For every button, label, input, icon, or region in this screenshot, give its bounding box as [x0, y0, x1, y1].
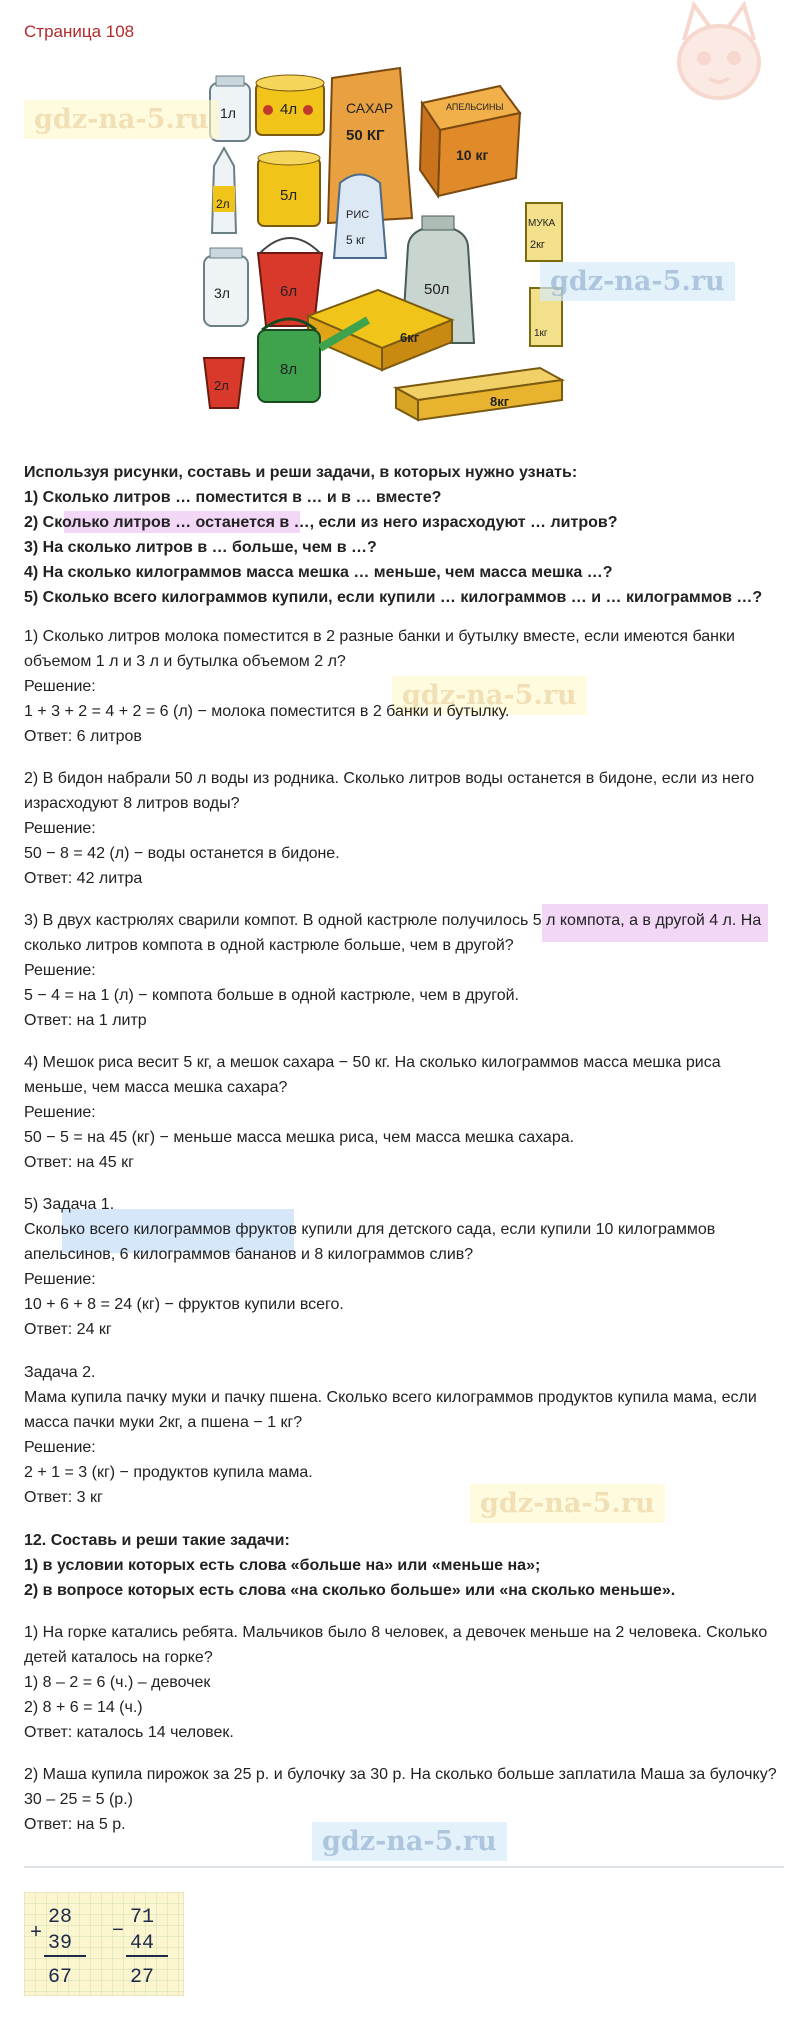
box-8kg-icon: [396, 368, 562, 420]
add-a: 28: [48, 1906, 73, 1929]
label-can50: 50л: [424, 281, 450, 298]
solution-line: 5) Задача 1.: [24, 1196, 115, 1213]
label-jar1: 1л: [220, 105, 236, 121]
solution-line: Решение:: [24, 1271, 96, 1288]
sub-sign: −: [112, 1920, 125, 1943]
label-box8: 8кг: [490, 394, 510, 409]
label-sack: САХАР: [346, 100, 394, 116]
task-intro-item: 5) Сколько всего килограммов купили, если купили … килограммов … и … килограммов …?: [24, 589, 763, 606]
solution-line: Решение:: [24, 678, 96, 695]
containers-illustration: [200, 58, 600, 442]
watermark: gdz-na-5.ru: [24, 100, 219, 139]
solution-line: Ответ: на 1 литр: [24, 1012, 147, 1029]
oranges-box-icon: [420, 86, 520, 196]
sub-result: 27: [130, 1966, 155, 1989]
column-calculations: [24, 1892, 184, 1996]
add-sign: +: [30, 1922, 43, 1945]
solution-line: 4) Мешок риса весит 5 кг, а мешок сахара − 50 кг. На сколько килограммов масса мешка риса: [24, 1054, 721, 1071]
solution-line: 1) 8 – 2 = 6 (ч.) – девочек: [24, 1674, 211, 1691]
solution-line: Решение:: [24, 820, 96, 837]
divider: [24, 1866, 784, 1868]
solution-line: объемом 1 л и 3 л и бутылка объемом 2 л?: [24, 653, 346, 670]
watermark: gdz-na-5.ru: [540, 262, 735, 301]
add-b: 39: [48, 1932, 73, 1955]
task-intro: [24, 460, 784, 610]
solution-1: [24, 624, 784, 749]
solution-line: 1 + 3 + 2 = 4 + 2 = 6 (л) − молока поместится в 2 банки и бутылку.: [24, 703, 510, 720]
solution-line: 2) 8 + 6 = 14 (ч.): [24, 1699, 143, 1716]
watermark: gdz-na-5.ru: [312, 1822, 507, 1861]
solution-line: 10 + 6 + 8 = 24 (кг) − фруктов купили всего.: [24, 1296, 344, 1313]
solution-line: Ответ: 42 литра: [24, 870, 143, 887]
pail-2l-icon: [204, 358, 244, 408]
label-flour: МУКА: [528, 218, 556, 229]
label-sack-weight: 50 КГ: [346, 127, 385, 144]
label-bucket6: 6л: [280, 283, 298, 300]
rice-bag-icon: [334, 175, 386, 259]
solution-line: Решение:: [24, 962, 96, 979]
label-box6: 6кг: [400, 330, 420, 345]
label-box-orange: АПЕЛЬСИНЫ: [446, 102, 504, 112]
solution-line: детей каталось на горке?: [24, 1649, 213, 1666]
label-bottle2: 2л: [216, 197, 230, 211]
solution-line: израсходуют 8 литров воды?: [24, 795, 240, 812]
watermark: gdz-na-5.ru: [470, 1484, 665, 1523]
solution-line: 50 − 5 = на 45 (кг) − меньше масса мешка риса, чем масса мешка сахара.: [24, 1129, 575, 1146]
bucket-6l-icon: [258, 238, 322, 326]
label-pot5: 5л: [280, 187, 298, 204]
pot-4l-icon: [256, 75, 324, 135]
solution-line: 3) В двух кастрюлях сварили компот. В одной кастрюле получилось 5 л компота, а в другой 4 л. На: [24, 912, 762, 929]
solution-3: [24, 908, 784, 1033]
solution-line: Ответ: 6 литров: [24, 728, 142, 745]
task-12-line: 12. Составь и реши такие задачи:: [24, 1532, 290, 1549]
label-pail2: 2л: [214, 378, 229, 393]
solution-line: 1) Сколько литров молока поместится в 2 разные банки и бутылку вместе, если имеются банки: [24, 628, 735, 645]
label-can8: 8л: [280, 361, 298, 378]
pot-5l-icon: [258, 151, 320, 226]
task-intro-heading: Используя рисунки, составь и реши задачи, в которых нужно узнать:: [24, 464, 578, 481]
solution-line: 5 − 4 = на 1 (л) − компота больше в одной кастрюле, чем в другой.: [24, 987, 519, 1004]
solution-line: Мама купила пачку муки и пачку пшена. Сколько всего килограммов продуктов купила мама, если: [24, 1389, 757, 1406]
task-12-line: 2) в вопросе которых есть слова «на сколько больше» или «на сколько меньше».: [24, 1582, 676, 1599]
task-12-solution-1: [24, 1620, 784, 1745]
solution-line: Решение:: [24, 1439, 96, 1456]
solution-line: Ответ: каталось 14 человек.: [24, 1724, 234, 1741]
jar-3l-icon: [204, 248, 248, 326]
label-box-orange-weight: 10 кг: [456, 147, 489, 163]
label-rice: РИС: [346, 209, 370, 221]
solution-line: 50 − 8 = 42 (л) − воды останется в бидоне.: [24, 845, 340, 862]
solution-line: 2 + 1 = 3 (кг) − продуктов купила мама.: [24, 1464, 313, 1481]
solution-line: Сколько всего килограммов фруктов купили для детского сада, если купили 10 килограммов: [24, 1221, 716, 1238]
solution-4: [24, 1050, 784, 1175]
task-intro-item: 2) Сколько литров … останется в …, если из него израсходуют … литров?: [24, 514, 618, 531]
fox-logo-icon: [664, 0, 774, 110]
task-intro-item: 4) На сколько килограммов масса мешка … меньше, чем масса мешка …?: [24, 564, 613, 581]
watermark: gdz-na-5.ru: [392, 676, 587, 715]
label-flour-weight: 2кг: [530, 239, 545, 251]
page-title: Страница 108: [24, 22, 135, 41]
flour-box-icon: [526, 203, 562, 261]
solution-line: 2) В бидон набрали 50 л воды из родника. Сколько литров воды останется в бидоне, если из него: [24, 770, 755, 787]
watering-can-8l-icon: [258, 319, 368, 402]
solution-line: Ответ: на 45 кг: [24, 1154, 134, 1171]
solution-line: Решение:: [24, 1104, 96, 1121]
solution-line: Задача 2.: [24, 1364, 96, 1381]
task-12: [24, 1528, 784, 1603]
solution-5: [24, 1192, 784, 1342]
solution-line: сколько литров компота в одной кастрюле больше, чем в другой?: [24, 937, 514, 954]
solution-line: Ответ: 24 кг: [24, 1321, 112, 1338]
solution-line: 2) Маша купила пирожок за 25 р. и булочку за 30 р. На сколько больше заплатила Маша за булочку?: [24, 1766, 777, 1783]
label-jar3: 3л: [214, 285, 230, 301]
label-small-box: 1кг: [534, 328, 548, 339]
solution-line: меньше, чем масса мешка сахара?: [24, 1079, 288, 1096]
sub-a: 71: [130, 1906, 155, 1929]
solution-2: [24, 766, 784, 891]
task-12-solution-2: [24, 1762, 784, 1837]
add-result: 67: [48, 1966, 73, 1989]
solution-line: Ответ: на 5 р.: [24, 1816, 126, 1833]
solution-line: 1) На горке катались ребята. Мальчиков было 8 человек, а девочек меньше на 2 человека. Сколько: [24, 1624, 768, 1641]
solution-line: 30 – 25 = 5 (р.): [24, 1791, 133, 1808]
task-12-line: 1) в условии которых есть слова «больше на» или «меньше на»;: [24, 1557, 541, 1574]
bottle-2l-icon: [212, 148, 236, 233]
solution-6: [24, 1360, 784, 1510]
solution-line: Ответ: 3 кг: [24, 1489, 103, 1506]
task-intro-item: 3) На сколько литров в … больше, чем в …?: [24, 539, 377, 556]
sub-b: 44: [130, 1932, 155, 1955]
label-pot4: 4л: [280, 101, 298, 118]
solution-line: масса пачки муки 2кг, а пшена − 1 кг?: [24, 1414, 303, 1431]
label-rice-weight: 5 кг: [346, 233, 366, 247]
task-intro-item: 1) Сколько литров … поместится в … и в … вместе?: [24, 489, 442, 506]
solution-line: апельсинов, 6 килограммов бананов и 8 килограммов слив?: [24, 1246, 474, 1263]
